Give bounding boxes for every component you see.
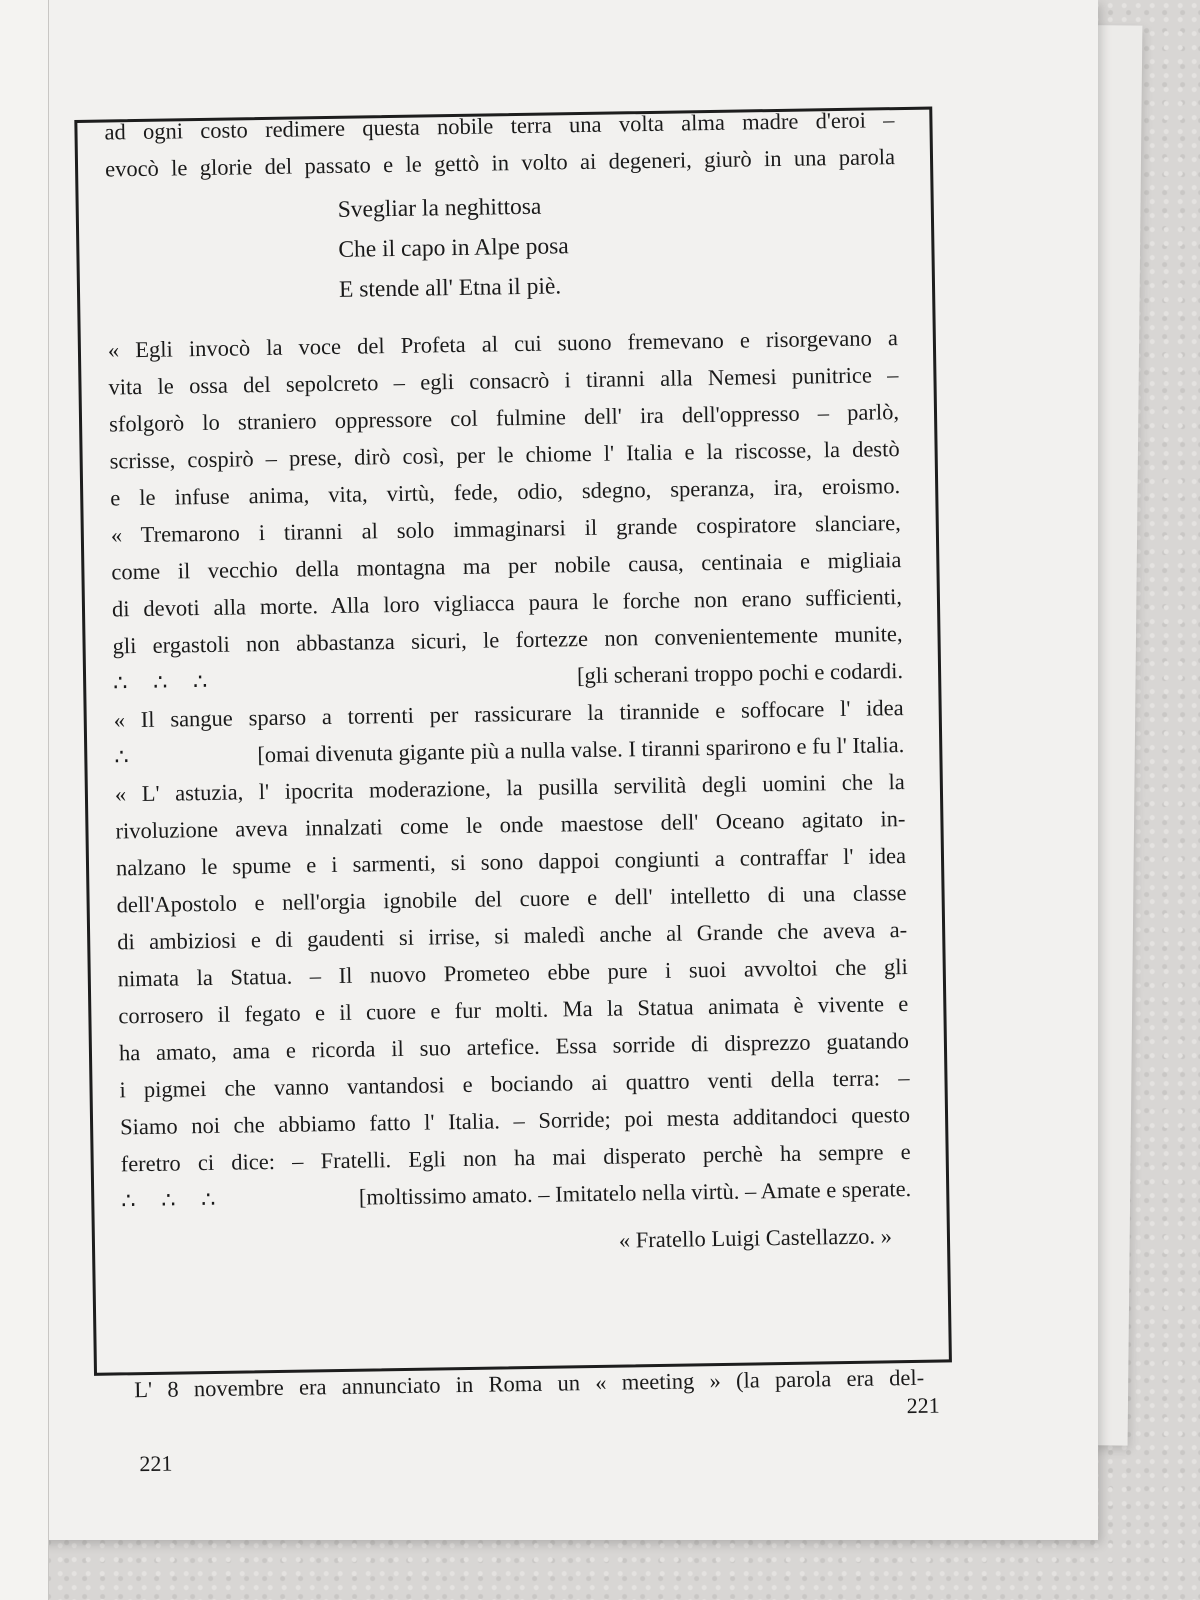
paragraph-cunning bbox=[115, 763, 912, 1219]
line-tail: [omai divenuta gigante più a nulla valse. I tiranni sparirono e fu l' Italia. bbox=[257, 732, 905, 768]
text-line: i pigmei che vanno vantandosi e bociando ai quattro venti della terra: – bbox=[119, 1064, 910, 1103]
line-tail: [moltissimo amato. – Imitatelo nella virtù. – Amate e sperate. bbox=[358, 1175, 912, 1210]
verse-line: E stende all' Etna il piè. bbox=[338, 273, 562, 303]
text-line: « L' astuzia, l' ipocrita moderazione, la pusilla servilità degli uomini che la bbox=[114, 769, 906, 807]
text-line: sfolgorò lo straniero oppressore col fulmine dell' ira dell'oppresso – parlò, bbox=[108, 399, 900, 437]
bottom-text-line: L' 8 novembre era annunciato in Roma un « meeting » (la parola era del- bbox=[134, 1364, 925, 1403]
paragraph-prophet bbox=[108, 319, 901, 516]
page-content bbox=[74, 86, 974, 1477]
text-line: scrisse, cospirò – prese, dirò così, per le chiome l' Italia e la riscosse, la destò bbox=[109, 436, 900, 474]
text-line: feretro ci dice: – Fratelli. Egli non ha mai disperato perchè ha sempre e bbox=[120, 1138, 911, 1177]
text-line: corrosero il fegato e il cuore e fur molti. Ma la Statua animata è vivente e bbox=[118, 991, 909, 1029]
text-line: di ambiziosi e di gaudenti si irrise, si maledì anche al Grande che aveva a- bbox=[117, 917, 908, 955]
masonic-dots: ∴ ∴ ∴ bbox=[121, 1186, 226, 1214]
masonic-dots: ∴ bbox=[114, 744, 139, 770]
text-line: rivoluzione aveva innalzati come le onde maestose dell' Oceano agitato in- bbox=[115, 806, 906, 844]
text-line: di devoti alla morte. Alla loro vigliacca paura le forche non erano sufficienti, bbox=[111, 584, 903, 622]
signature: « Fratello Luigi Castellazzo. » bbox=[618, 1223, 893, 1253]
text-line: nalzano le spume e i sarmenti, si sono dappoi congiunti a contraffar l' idea bbox=[115, 843, 907, 881]
text-line: evocò le glorie del passato e le gettò in volto ai degeneri, giurò in una parola bbox=[104, 144, 896, 182]
text-line: « Tremarono i tiranni al solo immaginarsi il grande cospiratore slanciare, bbox=[110, 510, 901, 548]
text-line: ad ogni costo redimere questa nobile terra una volta alma madre d'eroi – bbox=[104, 107, 895, 145]
text-line: nimata la Statua. – Il nuovo Prometeo ebbe pure i suoi avvoltoi che gli bbox=[117, 954, 908, 992]
paragraph-blood bbox=[113, 689, 904, 775]
masonic-dots: ∴ ∴ ∴ bbox=[112, 668, 218, 696]
verse-line: Svegliar la neghittosa bbox=[337, 193, 542, 223]
line-tail: [gli scherani troppo pochi e codardi. bbox=[576, 658, 904, 689]
text-line: ha amato, ama e ricorda il suo artefice. Essa sorride di disprezzo guatando bbox=[118, 1028, 910, 1066]
text-line: e le infuse anima, vita, virtù, fede, odio, sdegno, speranza, ira, eroismo. bbox=[110, 473, 901, 511]
verse-line: Che il capo in Alpe posa bbox=[338, 233, 569, 263]
page-number-inner: 221 bbox=[906, 1392, 940, 1419]
text-line: dell'Apostolo e nell'orgia ignobile del cuore e dell' intelletto di una classe bbox=[116, 880, 907, 918]
text-line: « Egli invocò la voce del Profeta al cui suono fremevano e risorgevano a bbox=[107, 325, 899, 363]
text-line: come il vecchio della montagna ma per nobile causa, centinaia e migliaia bbox=[111, 547, 902, 585]
page-number-outer: 221 bbox=[139, 1450, 173, 1477]
book-page bbox=[10, 0, 1098, 1540]
text-line: gli ergastoli non abbastanza sicuri, le fortezze non convenientemente munite, bbox=[112, 621, 903, 659]
text-line: vita le ossa del sepolcreto – egli consacrò i tiranni alla Nemesi punitrice – bbox=[108, 362, 899, 400]
facing-page-edge bbox=[0, 0, 49, 1600]
intro-paragraph bbox=[104, 101, 895, 187]
verse-quote bbox=[105, 181, 897, 313]
text-line: « Il sangue sparso a torrenti per rassicurare la tirannide e soffocare l' idea bbox=[113, 695, 904, 733]
framed-text bbox=[104, 101, 912, 1266]
paragraph-tyrants bbox=[111, 504, 904, 701]
text-line: Siamo noi che abbiamo fatto l' Italia. – Sorride; poi mesta additandoci questo bbox=[119, 1101, 911, 1140]
